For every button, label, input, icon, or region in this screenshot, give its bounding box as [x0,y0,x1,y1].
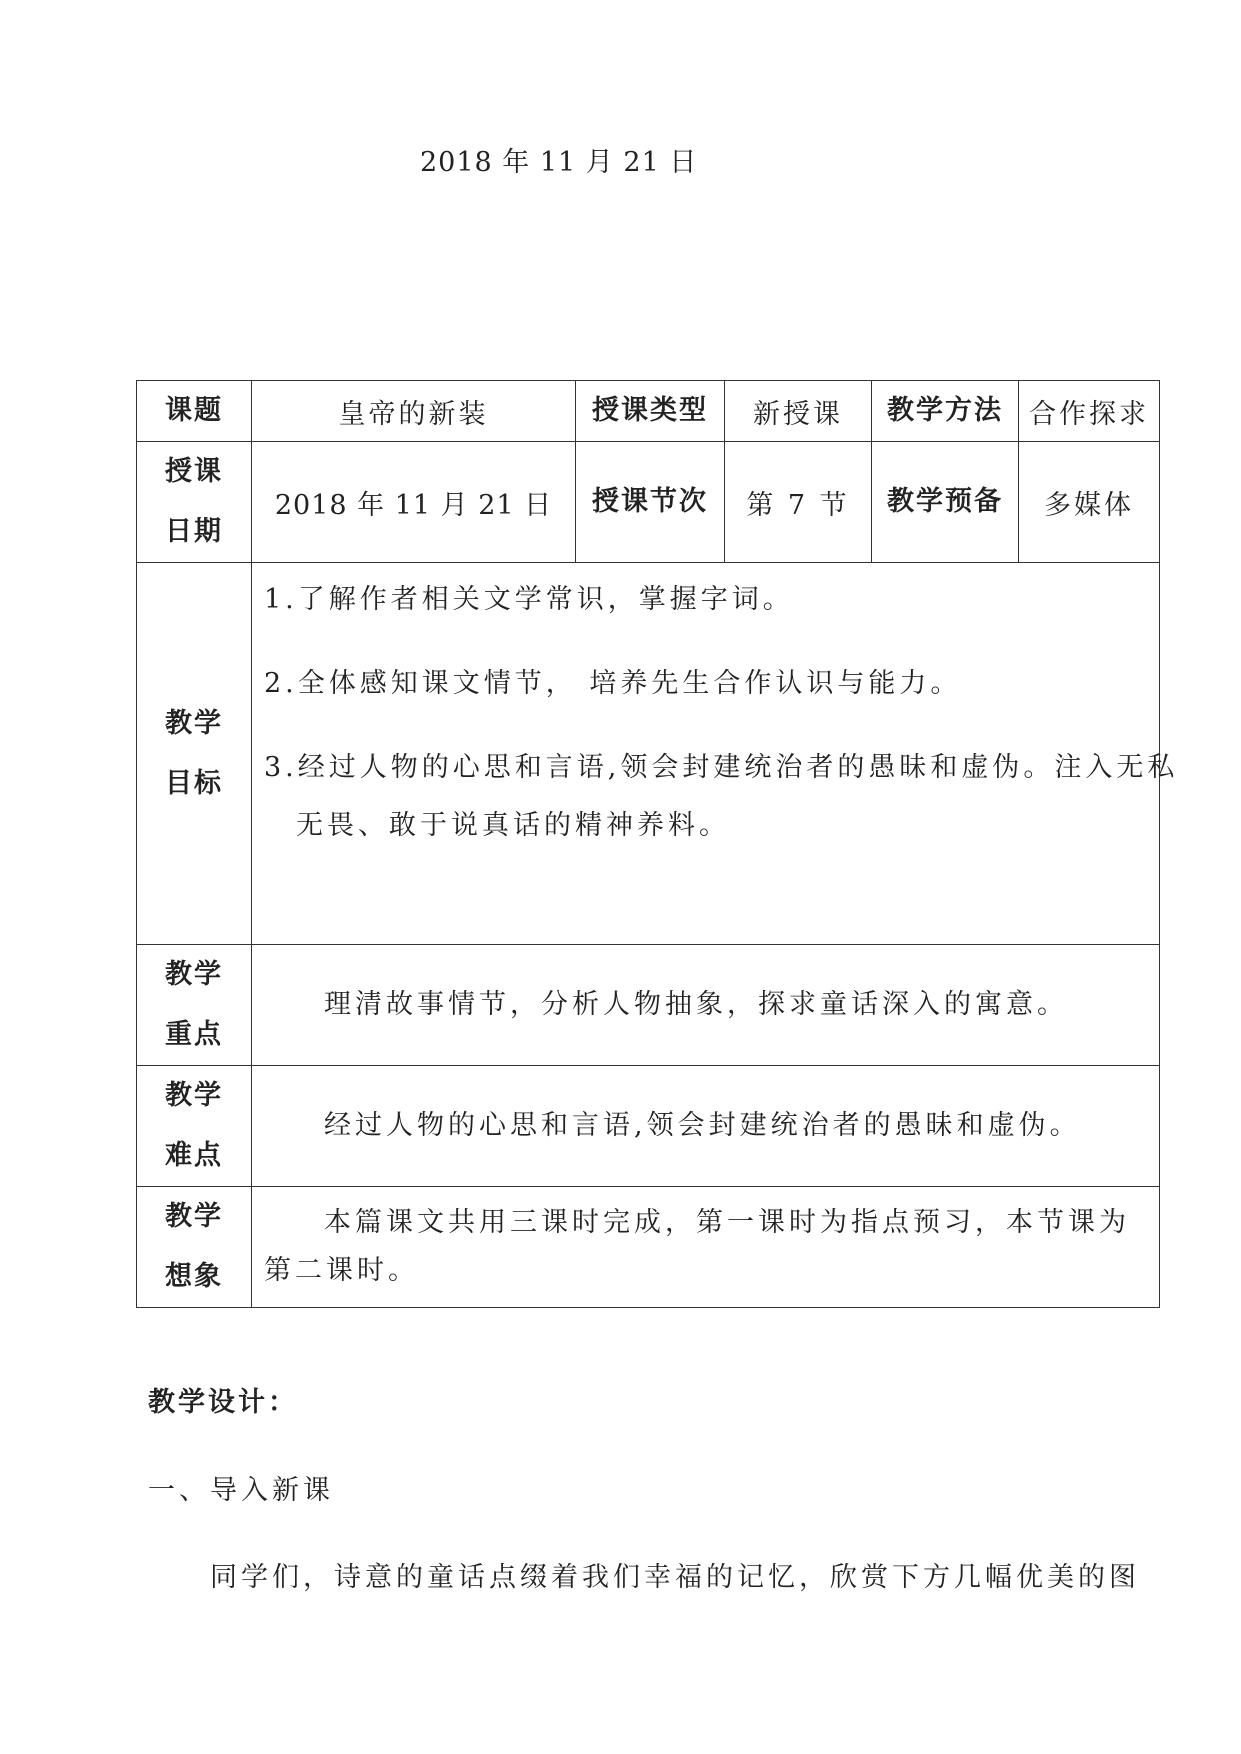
idea-label-line1: 教学 [165,1201,223,1232]
difficulty-content [252,1066,1160,1187]
design-title: 教学设计： [148,1387,298,1418]
date-label-line1: 授课 [165,456,223,487]
method-value: 合作探求 [1019,381,1160,442]
table-row-date [137,442,1160,563]
goal-item-3-continued: 无畏、敢于说真话的精神养料。 [296,810,730,841]
method-label: 教学方法 [872,381,1019,442]
table-row-goals [137,563,1160,945]
goals-label-line1: 教学 [165,707,223,739]
prep-value: 多媒体 [1019,442,1160,563]
idea-label-line2: 想象 [165,1261,223,1292]
goals-label-line2: 目标 [165,767,223,799]
session-value: 第 7 节 [725,442,872,563]
key-content [252,945,1160,1066]
date-label-line2: 日期 [165,516,223,547]
difficulty-label-line1: 教学 [165,1080,223,1111]
goal-item-1: 1.了解作者相关文学常识，掌握字词。 [264,584,794,615]
key-text: 理清故事情节，分析人物抽象，探求童话深入的寓意。 [324,989,1068,1020]
idea-text: 本篇课文共用三课时完成，第一课时为指点预习，本节课为第二课时。 [264,1207,1130,1286]
difficulty-label-line2: 难点 [165,1140,223,1171]
goal-item-2: 2.全体感知课文情节， 培养先生合作认识与能力。 [264,668,962,699]
section-title-intro: 一、导入新课 [148,1475,334,1506]
key-label-line2: 重点 [165,1019,223,1050]
type-label: 授课类型 [576,381,725,442]
date-label [137,442,252,563]
session-label: 授课节次 [576,442,725,563]
topic-label: 课题 [137,381,252,442]
header-date: 2018 年 11 月 21 日 [420,147,698,178]
goal-item-3: 3.经过人物的心思和言语,领会封建统治者的愚昧和虚伪。注入无私 [264,752,1179,783]
intro-paragraph: 同学们，诗意的童话点缀着我们幸福的记忆，欣赏下方几幅优美的图 [210,1562,1140,1593]
table-row-key [137,945,1160,1066]
table-row-topic [137,381,1160,442]
key-label [137,945,252,1066]
idea-content [252,1187,1160,1308]
goals-content [252,563,1179,945]
idea-label [137,1187,252,1308]
difficulty-label [137,1066,252,1187]
table-row-difficulty [137,1066,1160,1187]
topic-value: 皇帝的新装 [252,381,576,442]
date-value: 2018 年 11 月 21 日 [252,442,576,563]
table-row-idea [137,1187,1160,1308]
difficulty-text: 经过人物的心思和言语,领会封建统治者的愚昧和虚伪。 [324,1110,1081,1141]
key-label-line1: 教学 [165,959,223,990]
lesson-info-table [136,380,1179,1308]
type-value: 新授课 [725,381,872,442]
goals-label [137,563,252,945]
prep-label: 教学预备 [872,442,1019,563]
